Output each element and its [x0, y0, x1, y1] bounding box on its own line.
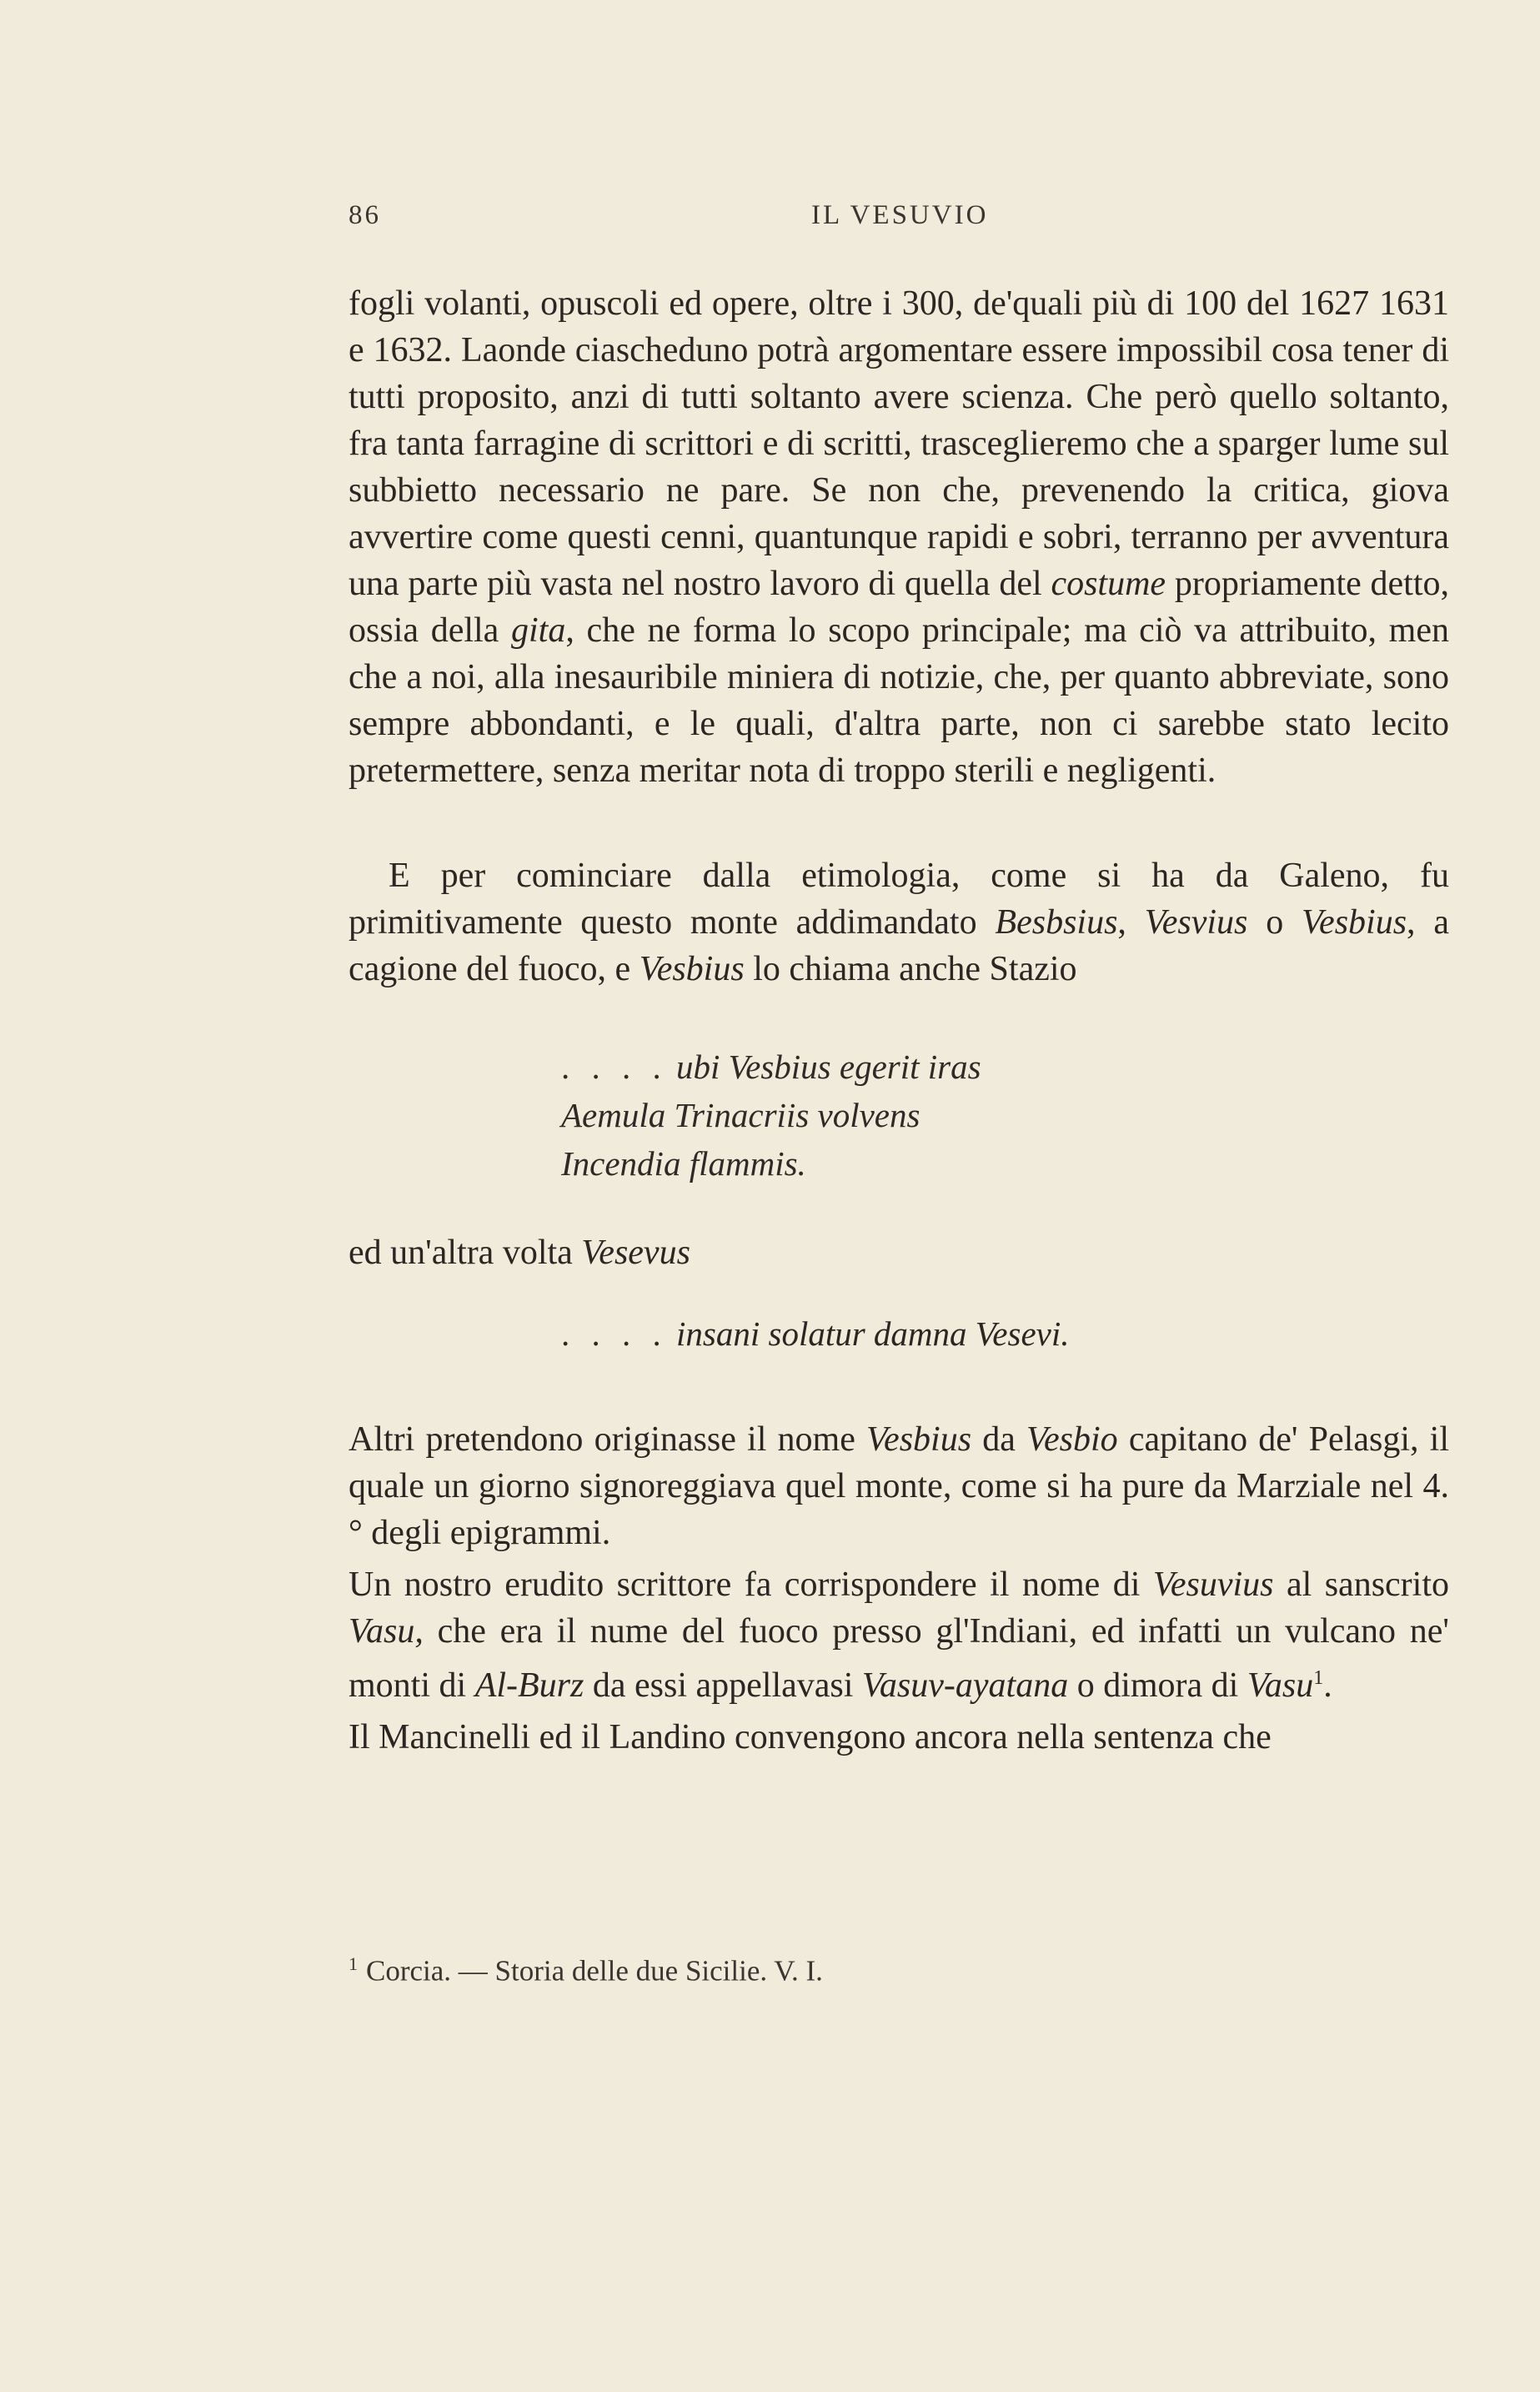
paragraph-6: Il Mancinelli ed il Landino convengono ancora nella sentenza che [349, 1718, 1272, 1756]
footnote-text: Corcia. — Storia delle due Sicilie. V. I. [366, 1954, 823, 1987]
page-number: 86 [349, 200, 381, 230]
footnote [349, 1946, 1449, 1990]
paragraph-1: fogli volanti, opuscoli ed opere, oltre i 300, de'quali più di 100 del 1627 1631 e 1632. Laonde ciascheduno potrà argomentare essere impossibil cosa tener di tutti proposito, anzi di tutti soltanto avere scienza. Che però quello soltanto, fra tanta farragine di scrittori e di scritti, trasceglieremo che a sparger lume sul subbietto necessario ne pare. Se non che, prevenendo la critica, giova avvertire come questi cenni, quantunque rapidi e sobri, terranno per avventura una parte più vasta nel nostro lavoro di quella del costume propriamente detto, ossia della gita, che ne forma lo scopo principale; ma ciò va attribuito, men che a noi, alla inesauribile miniera di notizie, che, per quanto abbreviate, sono sempre abbondanti, e le quali, d'altra parte, non ci sarebbe stato lecito pretermettere, senza meritar nota di troppo sterili e negligenti. [349, 284, 1449, 790]
page-header [349, 200, 1449, 242]
verse-line: Aemula Trinacriis volvens [561, 1096, 920, 1134]
verse-line: Incendia flammis. [561, 1144, 806, 1183]
paragraph-5: Un nostro erudito scrittore fa corrispondere il nome di Vesuvius al sanscrito Vasu, che era il nume del fuoco presso gl'Indiani, ed infatti un vulcano ne' monti di Al-Burz da essi appellavasi Vasuv-ayatana o dimora di Vasu$^1$. [349, 1565, 1449, 1705]
paragraph-3: ed un'altra volta Vesevus [349, 1234, 690, 1272]
footnote-reference: 1 [1313, 1667, 1324, 1689]
verse-line: . . . . ubi Vesbius egerit iras [561, 1048, 981, 1086]
footnote-mark: 1 [349, 1953, 358, 1974]
paragraph-4: Altri pretendono originasse il nome Vesbius da Vesbio capitano de' Pelasgi, il quale un giorno signoreggiava quel monte, come si ha pure da Marziale nel 4.° degli epigrammi. [349, 1420, 1449, 1552]
verse-quote-2 [561, 1309, 1449, 1358]
verse-line: . . . . insani solatur damna Vesevi. [561, 1314, 1070, 1353]
body-text [349, 280, 1449, 1761]
verse-quote-1 [561, 1043, 1449, 1188]
running-title: IL VESUVIO [811, 200, 989, 230]
paragraph-2: E per cominciare dalla etimologia, come si ha da Galeno, fu primitivamente questo monte addimandato Besbsius, Vesvius o Vesbius, a cagione del fuoco, e Vesbius lo chiama anche Stazio [349, 857, 1450, 988]
